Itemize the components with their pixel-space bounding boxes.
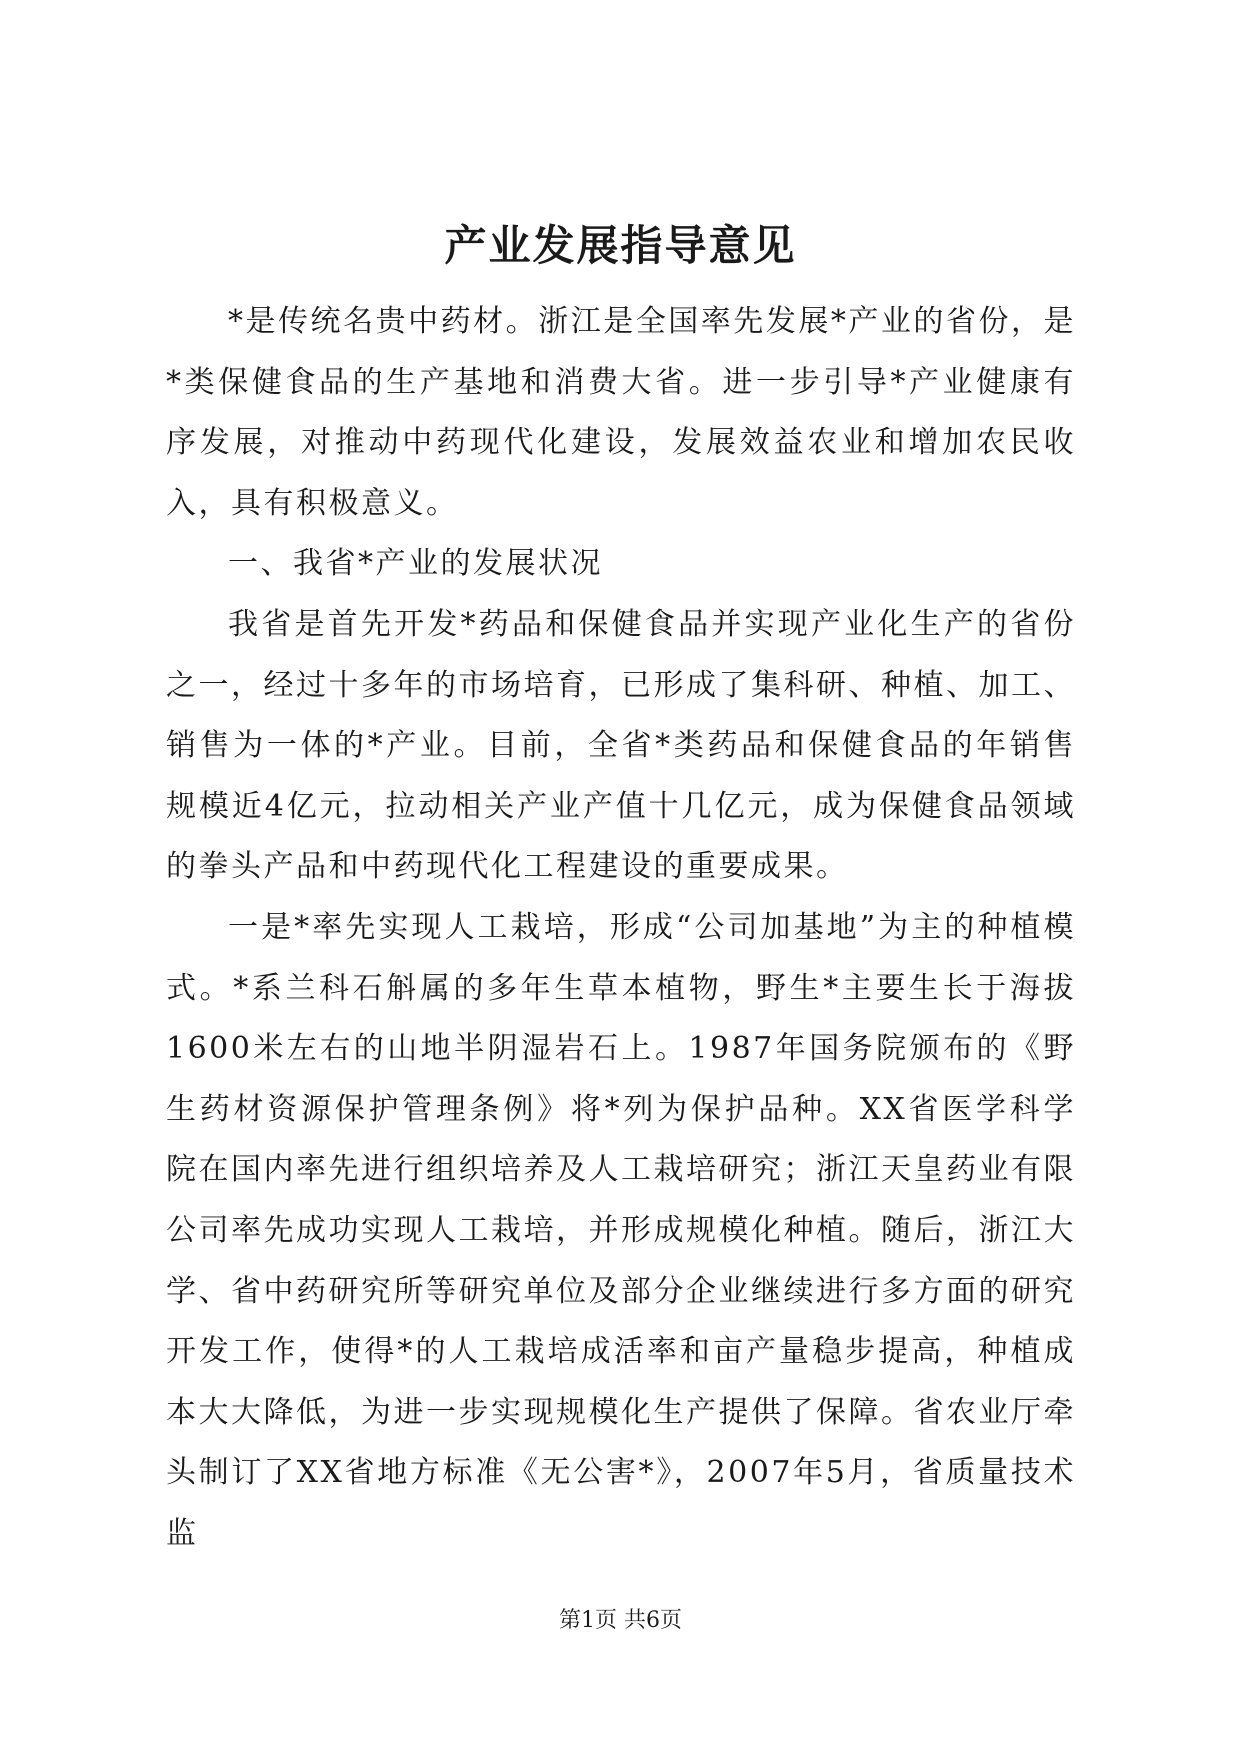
page-footer: 第1页 共6页 <box>559 1608 682 1633</box>
paragraph-cultivation: 一是*率先实现人工栽培，形成“公司加基地”为主的种植模式。*系兰科石斛属的多年生草本植物，野生*主要生长于海拔1600米左右的山地半阴湿岩石上。1987年国务院颁布的《野生药材资源保护管理条例》将*列为保护品种。XX省医学科学院在国内率先进行组织培养及人工栽培研究；浙江天皇药业有限公司率先成功实现人工栽培，并形成规模化种植。随后，浙江大学、省中药研究所等研究单位及部分企业继续进行多方面的研究开发工作，使得*的人工栽培成活率和亩产量稳步提高，种植成本大大降低，为进一步实现规模化生产提供了保障。省农业厅牵头制订了XX省地方标准《无公害*》，2007年5月，省质量技术监 <box>166 909 1076 1551</box>
section-heading: 一、我省*产业的发展状况 <box>228 546 603 582</box>
paragraph-intro: *是传统名贵中药材。浙江是全国率先发展*产业的省份，是*类保健食品的生产基地和消费大省。进一步引导*产业健康有序发展，对推动中药现代化建设，发展效益农业和增加农民收入，具有积极意义。 <box>166 304 1076 521</box>
document-title: 产业发展指导意见 <box>444 221 797 270</box>
document-body <box>166 292 1076 1564</box>
paragraph-status: 我省是首先开发*药品和保健食品并实现产业化生产的省份之一，经过十多年的市场培育，已形成了集科研、种植、加工、销售为一体的*产业。目前，全省*类药品和保健食品的年销售规模近4亿元，拉动相关产业产值十几亿元，成为保健食品领域的拳头产品和中药现代化工程建设的重要成果。 <box>166 606 1076 885</box>
